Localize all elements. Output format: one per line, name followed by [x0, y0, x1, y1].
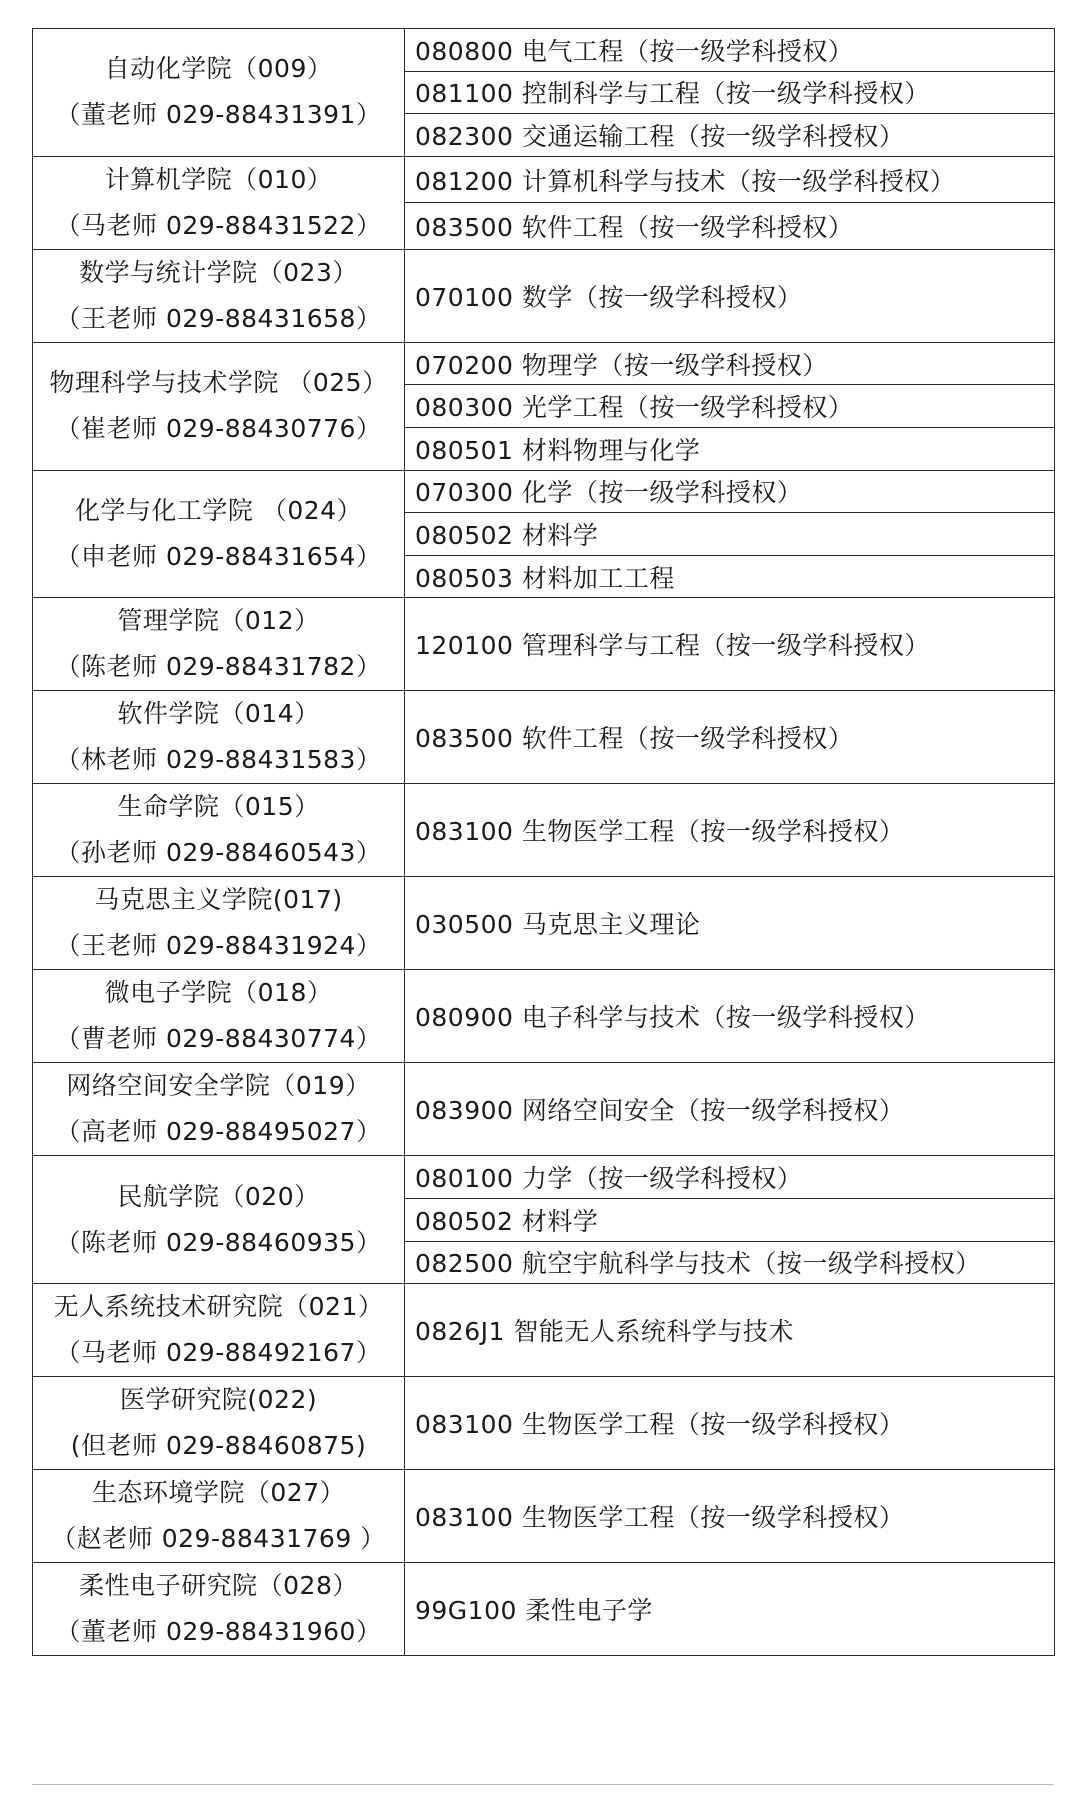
college-cell	[33, 470, 405, 598]
college-name: 微电子学院（018）	[104, 978, 333, 1008]
major-cell: 080100 力学（按一级学科授权）	[405, 1156, 1055, 1199]
college-contact: （王老师 029-88431658）	[55, 303, 382, 333]
college-contact: （崔老师 029-88430776）	[55, 414, 382, 444]
table-row	[33, 877, 1055, 970]
major-cell: 080502 材料学	[405, 513, 1055, 556]
college-name: 网络空间安全学院（019）	[66, 1071, 371, 1101]
table-row	[33, 1284, 1055, 1377]
college-cell	[33, 784, 405, 877]
table-row	[33, 1377, 1055, 1470]
major-cell: 080900 电子科学与技术（按一级学科授权）	[405, 970, 1055, 1063]
majors-table-body	[33, 29, 1055, 1656]
college-cell	[33, 970, 405, 1063]
college-name: 医学研究院(022)	[119, 1385, 318, 1415]
college-contact: （高老师 029-88495027）	[55, 1117, 382, 1147]
table-row	[33, 470, 1055, 513]
table-row	[33, 1470, 1055, 1563]
table-row	[33, 1156, 1055, 1199]
major-cell: 082500 航空宇航科学与技术（按一级学科授权）	[405, 1241, 1055, 1284]
college-name: 自动化学院（009）	[104, 54, 333, 84]
table-row	[33, 691, 1055, 784]
major-cell: 080800 电气工程（按一级学科授权）	[405, 29, 1055, 72]
college-cell	[33, 598, 405, 691]
major-cell: 070300 化学（按一级学科授权）	[405, 470, 1055, 513]
college-cell	[33, 156, 405, 249]
college-name: 无人系统技术研究院（021）	[53, 1292, 384, 1322]
college-contact: （申老师 029-88431654）	[55, 541, 382, 571]
table-row	[33, 598, 1055, 691]
major-cell: 070200 物理学（按一级学科授权）	[405, 342, 1055, 385]
table-row	[33, 784, 1055, 877]
college-cell	[33, 1156, 405, 1284]
college-cell	[33, 691, 405, 784]
major-cell: 080503 材料加工工程	[405, 555, 1055, 598]
table-row	[33, 249, 1055, 342]
table-row	[33, 342, 1055, 385]
majors-table-container	[32, 28, 1054, 1656]
college-cell	[33, 249, 405, 342]
college-contact: （马老师 029-88492167）	[55, 1338, 382, 1368]
major-cell: 0826J1 智能无人系统科学与技术	[405, 1284, 1055, 1377]
college-name: 马克思主义学院(017)	[94, 885, 343, 915]
major-cell: 070100 数学（按一级学科授权）	[405, 249, 1055, 342]
major-cell: 080502 材料学	[405, 1198, 1055, 1241]
college-cell	[33, 877, 405, 970]
college-cell	[33, 1284, 405, 1377]
table-row	[33, 156, 1055, 203]
college-name: 数学与统计学院（023）	[79, 257, 358, 287]
college-cell	[33, 1563, 405, 1656]
college-name: 民航学院（020）	[117, 1181, 320, 1211]
college-name: 物理科学与技术学院 （025）	[49, 368, 388, 398]
college-contact: （董老师 029-88431391）	[55, 100, 382, 130]
major-cell: 080300 光学工程（按一级学科授权）	[405, 385, 1055, 428]
college-cell	[33, 1470, 405, 1563]
college-contact: （赵老师 029-88431769 ）	[51, 1524, 386, 1554]
major-cell: 081200 计算机科学与技术（按一级学科授权）	[405, 156, 1055, 203]
college-contact: （曹老师 029-88430774）	[55, 1024, 382, 1054]
major-cell: 083100 生物医学工程（按一级学科授权）	[405, 784, 1055, 877]
college-cell	[33, 342, 405, 470]
table-row	[33, 970, 1055, 1063]
major-cell: 030500 马克思主义理论	[405, 877, 1055, 970]
college-cell	[33, 1377, 405, 1470]
college-name: 生态环境学院（027）	[91, 1478, 346, 1508]
college-name: 软件学院（014）	[117, 699, 320, 729]
college-contact: （陈老师 029-88431782）	[55, 652, 382, 682]
college-contact: （陈老师 029-88460935）	[55, 1227, 382, 1257]
major-cell: 080501 材料物理与化学	[405, 427, 1055, 470]
major-cell: 083500 软件工程（按一级学科授权）	[405, 203, 1055, 250]
bottom-divider	[32, 1784, 1054, 1785]
college-cell	[33, 1063, 405, 1156]
college-contact: （马老师 029-88431522）	[55, 210, 382, 240]
college-contact: （王老师 029-88431924）	[55, 931, 382, 961]
college-name: 管理学院（012）	[117, 606, 320, 636]
table-row	[33, 1563, 1055, 1656]
major-cell: 083100 生物医学工程（按一级学科授权）	[405, 1470, 1055, 1563]
college-name: 化学与化工学院 （024）	[74, 495, 363, 525]
college-contact: （董老师 029-88431960）	[55, 1617, 382, 1647]
major-cell: 082300 交通运输工程（按一级学科授权）	[405, 114, 1055, 157]
table-row	[33, 29, 1055, 72]
college-contact: （孙老师 029-88460543）	[55, 838, 382, 868]
majors-table	[32, 28, 1055, 1656]
major-cell: 120100 管理科学与工程（按一级学科授权）	[405, 598, 1055, 691]
college-contact: (但老师 029-88460875)	[70, 1431, 367, 1461]
college-name: 柔性电子研究院（028）	[79, 1571, 358, 1601]
college-name: 计算机学院（010）	[104, 164, 333, 194]
college-contact: （林老师 029-88431583）	[55, 745, 382, 775]
major-cell: 081100 控制科学与工程（按一级学科授权）	[405, 71, 1055, 114]
college-name: 生命学院（015）	[117, 792, 320, 822]
major-cell: 083500 软件工程（按一级学科授权）	[405, 691, 1055, 784]
college-cell	[33, 29, 405, 157]
major-cell: 99G100 柔性电子学	[405, 1563, 1055, 1656]
table-row	[33, 1063, 1055, 1156]
major-cell: 083100 生物医学工程（按一级学科授权）	[405, 1377, 1055, 1470]
major-cell: 083900 网络空间安全（按一级学科授权）	[405, 1063, 1055, 1156]
